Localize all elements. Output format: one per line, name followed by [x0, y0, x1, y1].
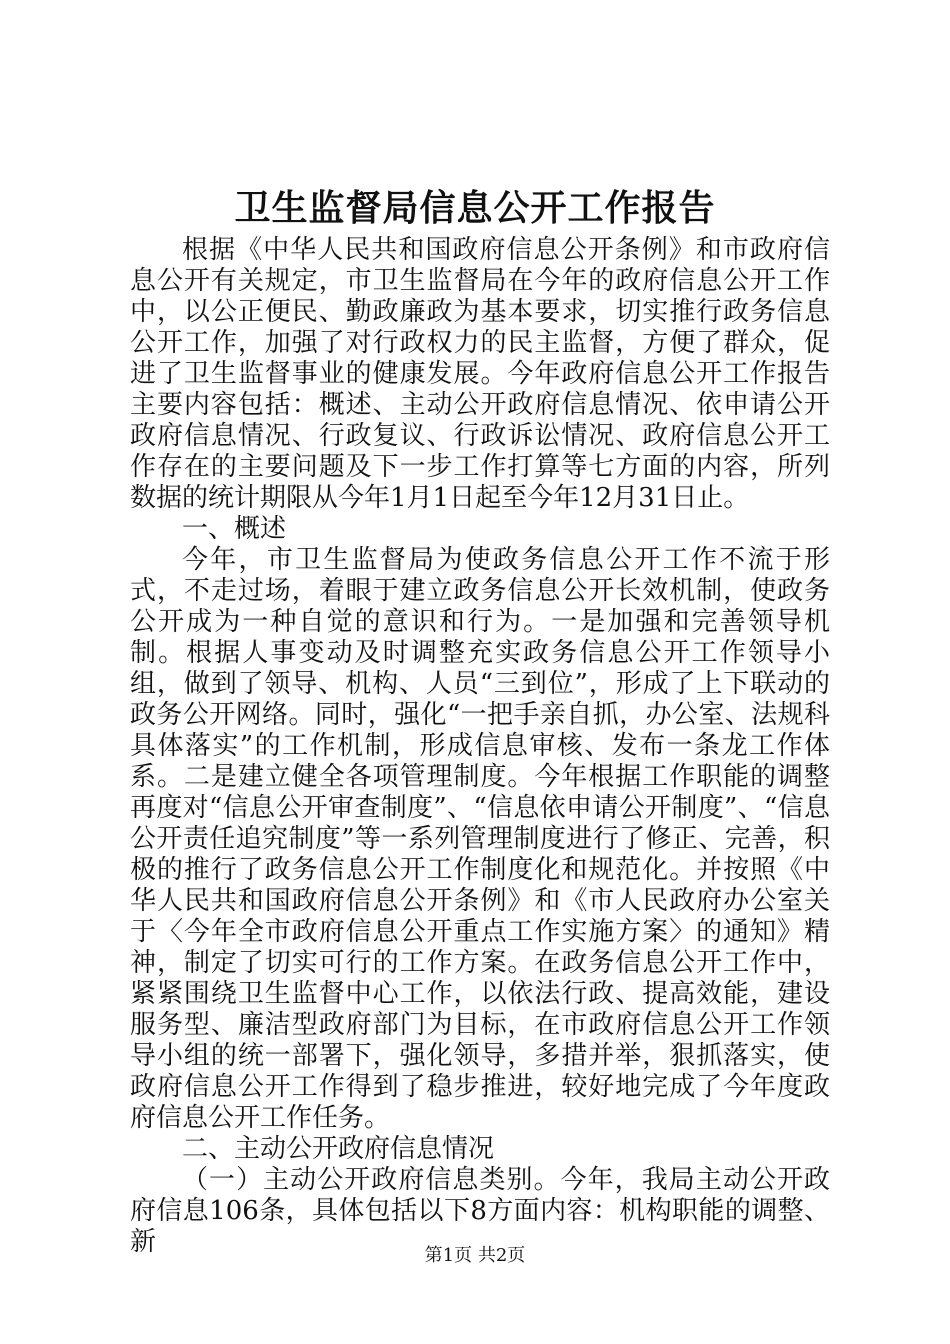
document-body — [130, 235, 830, 1258]
paragraph-overview: 今年，市卫生监督局为使政务信息公开工作不流于形式，不走过场，着眼于建立政务信息公开长效机制，使政务公开成为一种自觉的意识和行为。一是加强和完善领导机制。根据人事变动及时调整充实政务信息公开工作领导小组，做到了领导、机构、人员“三到位”，形成了上下联动的政务公开网络。同时，强化“一把手亲自抓，办公室、法规科具体落实”的工作机制，形成信息审核、发布一条龙工作体系。二是建立健全各项管理制度。今年根据工作职能的调整再度对“信息公开审查制度”、“信息依申请公开制度”、“信息公开责任追究制度”等一系列管理制度进行了修正、完善，积极的推行了政务信息公开工作制度化和规范化。并按照《中华人民共和国政府信息公开条例》和《市人民政府办公室关于〈今年全市政府信息公开重点工作实施方案〉的通知》精神，制定了切实可行的工作方案。在政务信息公开工作中，紧紧围绕卫生监督中心工作，以依法行政、提高效能，建设服务型、廉洁型政府部门为目标，在市政府信息公开工作领导小组的统一部署下，强化领导，多措并举，狠抓落实，使政府信息公开工作得到了稳步推进，较好地完成了今年度政府信息公开工作任务。 — [130, 545, 830, 1133]
section-heading-overview: 一、概述 — [182, 514, 287, 544]
document-title: 卫生监督局信息公开工作报告 — [234, 187, 716, 229]
page-footer: 第1页 共2页 — [424, 1245, 526, 1266]
section-heading-active-disclosure: 二、主动公开政府信息情况 — [182, 1134, 495, 1164]
paragraph-disclosure-categories: （一）主动公开政府信息类别。今年，我局主动公开政府信息106条，具体包括以下8方面内容：机构职能的调整、新 — [130, 1165, 830, 1257]
paragraph-intro: 根据《中华人民共和国政府信息公开条例》和市政府信息公开有关规定，市卫生监督局在今年的政府信息公开工作中，以公正便民、勤政廉政为基本要求，切实推行政务信息公开工作，加强了对行政权力的民主监督，方便了群众，促进了卫生监督事业的健康发展。今年政府信息公开工作报告主要内容包括：概述、主动公开政府信息情况、依申请公开政府信息情况、行政复议、行政诉讼情况、政府信息公开工作存在的主要问题及下一步工作打算等七方面的内容，所列数据的统计期限从今年1月1日起至今年12月31日止。 — [130, 235, 830, 513]
